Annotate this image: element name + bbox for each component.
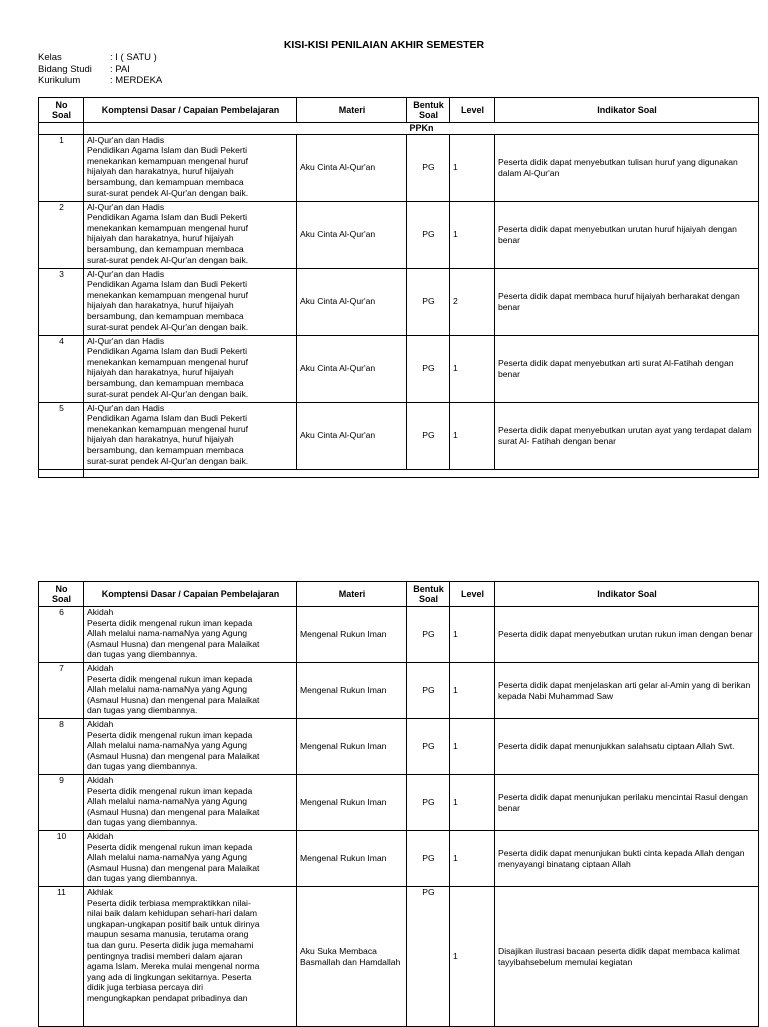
- bentuk-soal-cell: PG: [407, 719, 450, 775]
- level-cell: 1: [450, 887, 495, 1027]
- kompetensi-dasar-cell: Akidah Peserta didik mengenal rukun iman kepada Allah melalui nama-namaNya yang Agung (Asmaul Husna) dan mengenal para Malaikat dan tugas yang diembannya.: [84, 775, 297, 831]
- level-cell: 2: [450, 268, 495, 335]
- indikator-soal-cell: Peserta didik dapat menunjukan bukti cinta kepada Allah dengan menyayangi binatang ciptaan Allah: [495, 831, 759, 887]
- bentuk-soal-cell: PG: [407, 663, 450, 719]
- table-row: [39, 335, 759, 402]
- indikator-soal-cell: Peserta didik dapat menyebutkan tulisan huruf yang digunakan dalam Al-Qur'an: [495, 134, 759, 201]
- question-number: 7: [39, 663, 84, 719]
- header-level: Level: [450, 98, 495, 123]
- indikator-soal-cell: Peserta didik dapat menunjukan perilaku mencintai Rasul dengan benar: [495, 775, 759, 831]
- table-row: [39, 663, 759, 719]
- question-number: 5: [39, 402, 84, 469]
- header-no-soal: No Soal: [39, 582, 84, 607]
- materi-cell: Mengenal Rukun Iman: [297, 831, 407, 887]
- meta-label: Kurikulum: [38, 75, 81, 86]
- header-kompetensi-dasar: Komptensi Dasar / Capaian Pembelajaran: [84, 98, 297, 123]
- header-indikator-soal: Indikator Soal: [495, 582, 759, 607]
- kompetensi-dasar-cell: Al-Qur'an dan Hadis Pendidikan Agama Islam dan Budi Pekerti menekankan kemampuan mengenal huruf hijaiyah dan harakatnya, huruf hijaiyah bersambung, dan kemampuan membaca surat-surat pendek Al-Qur'an dengan baik.: [84, 402, 297, 469]
- empty-cell: [39, 469, 84, 477]
- question-number: 2: [39, 201, 84, 268]
- table-header-row: [39, 98, 759, 123]
- indikator-soal-cell: Peserta didik dapat menunjukkan salahsatu ciptaan Allah Swt.: [495, 719, 759, 775]
- indikator-soal-cell: Peserta didik dapat membaca huruf hijaiyah berharakat dengan benar: [495, 268, 759, 335]
- bentuk-soal-cell: PG: [407, 268, 450, 335]
- indikator-soal-cell: Peserta didik dapat menyebutkan urutan ayat yang terdapat dalam surat Al- Fatihah dengan benar: [495, 402, 759, 469]
- section-row: [39, 123, 759, 135]
- level-cell: 1: [450, 134, 495, 201]
- meta-label: Bidang Studi: [38, 63, 92, 75]
- empty-row: [39, 469, 759, 477]
- kompetensi-dasar-cell: Al-Qur'an dan Hadis Pendidikan Agama Islam dan Budi Pekerti menekankan kemampuan mengenal huruf hijaiyah dan harakatnya, huruf hijaiyah bersambung, dan kemampuan membaca surat-surat pendek Al-Qur'an dengan baik.: [84, 201, 297, 268]
- materi-cell: Aku Cinta Al-Qur'an: [297, 134, 407, 201]
- level-cell: 1: [450, 831, 495, 887]
- header-bentuk-soal: Bentuk Soal: [407, 98, 450, 123]
- question-number: 6: [39, 607, 84, 663]
- kisi-kisi-table-2: [38, 581, 759, 1027]
- indikator-soal-cell: Disajikan ilustrasi bacaan peserta didik dapat membaca kalimat tayyibahsebelum memulai kegiatan: [495, 887, 759, 1027]
- question-number: 8: [39, 719, 84, 775]
- question-number: 1: [39, 134, 84, 201]
- indikator-soal-cell: Peserta didik dapat menjelaskan arti gelar al-Amin yang di berikan kepada Nabi Muhammad Saw: [495, 663, 759, 719]
- question-number: 3: [39, 268, 84, 335]
- bentuk-soal-cell: PG: [407, 775, 450, 831]
- bentuk-soal-cell: PG: [407, 134, 450, 201]
- kompetensi-dasar-cell: Akidah Peserta didik mengenal rukun iman kepada Allah melalui nama-namaNya yang Agung (Asmaul Husna) dan mengenal para Malaikat dan tugas yang diembannya.: [84, 607, 297, 663]
- kompetensi-dasar-cell: Akidah Peserta didik mengenal rukun iman kepada Allah melalui nama-namaNya yang Agung (Asmaul Husna) dan mengenal para Malaikat dan tugas yang diembannya.: [84, 831, 297, 887]
- meta-value: : MERDEKA: [110, 75, 163, 86]
- section-empty-cell: [39, 123, 84, 135]
- kompetensi-dasar-cell: Akidah Peserta didik mengenal rukun iman kepada Allah melalui nama-namaNya yang Agung (Asmaul Husna) dan mengenal para Malaikat dan tugas yang diembannya.: [84, 719, 297, 775]
- table-row: [39, 134, 759, 201]
- level-cell: 1: [450, 663, 495, 719]
- question-number: 4: [39, 335, 84, 402]
- header-kompetensi-dasar: Komptensi Dasar / Capaian Pembelajaran: [84, 582, 297, 607]
- kompetensi-dasar-cell: Al-Qur'an dan Hadis Pendidikan Agama Islam dan Budi Pekerti menekankan kemampuan mengenal huruf hijaiyah dan harakatnya, huruf hijaiyah bersambung, dan kemampuan membaca surat-surat pendek Al-Qur'an dengan baik.: [84, 335, 297, 402]
- level-cell: 1: [450, 607, 495, 663]
- question-number: 10: [39, 831, 84, 887]
- meta-value: : PAI: [110, 63, 130, 75]
- header-indikator-soal: Indikator Soal: [495, 98, 759, 123]
- header-no-soal: No Soal: [39, 98, 84, 123]
- materi-cell: Mengenal Rukun Iman: [297, 607, 407, 663]
- level-cell: 1: [450, 719, 495, 775]
- header-level: Level: [450, 582, 495, 607]
- table-row: [39, 775, 759, 831]
- header-materi: Materi: [297, 98, 407, 123]
- bentuk-soal-cell: PG: [407, 607, 450, 663]
- kisi-kisi-table-1: [38, 97, 759, 478]
- kompetensi-dasar-cell: Akidah Peserta didik mengenal rukun iman kepada Allah melalui nama-namaNya yang Agung (Asmaul Husna) dan mengenal para Malaikat dan tugas yang diembannya.: [84, 663, 297, 719]
- materi-cell: Aku Suka Membaca Basmallah dan Hamdallah: [297, 887, 407, 1027]
- indikator-soal-cell: Peserta didik dapat menyebutkan urutan huruf hijaiyah dengan benar: [495, 201, 759, 268]
- question-number: 11: [39, 887, 84, 1027]
- materi-cell: Aku Cinta Al-Qur'an: [297, 402, 407, 469]
- meta-row-bidang-studi: [38, 64, 162, 76]
- materi-cell: Aku Cinta Al-Qur'an: [297, 335, 407, 402]
- meta-label: Kelas: [38, 52, 62, 63]
- indikator-soal-cell: Peserta didik dapat menyebutkan urutan rukun iman dengan benar: [495, 607, 759, 663]
- kompetensi-dasar-cell: Al-Qur'an dan Hadis Pendidikan Agama Islam dan Budi Pekerti menekankan kemampuan mengenal huruf hijaiyah dan harakatnya, huruf hijaiyah bersambung, dan kemampuan membaca surat-surat pendek Al-Qur'an dengan baik.: [84, 134, 297, 201]
- document-meta: [38, 52, 162, 87]
- empty-cell: [84, 469, 759, 477]
- header-bentuk-soal: Bentuk Soal: [407, 582, 450, 607]
- kompetensi-dasar-cell: Akhlak Peserta didik terbiasa mempraktikkan nilai- nilai baik dalam kehidupan sehari-hari dalam ungkapan-ungkapan positif baik untuk dirinya maupun sesama manusia, terutama orang tua dan guru. Peserta didik juga memahami pentingnya tradisi memberi dalam ajaran agama Islam. Mereka mulai mengenal norma yang ada di lingkungan sekitarnya. Peserta didik juga terbiasa percaya diri mengungkapkan pendapat pribadinya dan: [84, 887, 297, 1027]
- table-row: [39, 607, 759, 663]
- materi-cell: Mengenal Rukun Iman: [297, 663, 407, 719]
- indikator-soal-cell: Peserta didik dapat menyebutkan arti surat Al-Fatihah dengan benar: [495, 335, 759, 402]
- kompetensi-dasar-cell: Al-Qur'an dan Hadis Pendidikan Agama Islam dan Budi Pekerti menekankan kemampuan mengenal huruf hijaiyah dan harakatnya, huruf hijaiyah bersambung, dan kemampuan membaca surat-surat pendek Al-Qur'an dengan baik.: [84, 268, 297, 335]
- document-title: KISI-KISI PENILAIAN AKHIR SEMESTER: [283, 39, 485, 51]
- meta-row-kurikulum: [38, 75, 162, 87]
- header-materi: Materi: [297, 582, 407, 607]
- table-row: [39, 201, 759, 268]
- section-label-ppkn: PPKn: [84, 123, 759, 135]
- table-row: [39, 719, 759, 775]
- meta-row-kelas: [38, 52, 162, 64]
- level-cell: 1: [450, 402, 495, 469]
- materi-cell: Aku Cinta Al-Qur'an: [297, 268, 407, 335]
- table-header-row: [39, 582, 759, 607]
- table-row: [39, 268, 759, 335]
- meta-value: : I ( SATU ): [110, 52, 157, 63]
- bentuk-soal-cell: PG: [407, 335, 450, 402]
- level-cell: 1: [450, 201, 495, 268]
- bentuk-soal-cell: PG: [407, 831, 450, 887]
- table-row: [39, 887, 759, 1027]
- table-row: [39, 402, 759, 469]
- level-cell: 1: [450, 775, 495, 831]
- materi-cell: Mengenal Rukun Iman: [297, 719, 407, 775]
- question-number: 9: [39, 775, 84, 831]
- table-row: [39, 831, 759, 887]
- bentuk-soal-cell: PG: [407, 402, 450, 469]
- bentuk-soal-cell: PG: [407, 201, 450, 268]
- materi-cell: Aku Cinta Al-Qur'an: [297, 201, 407, 268]
- bentuk-soal-cell: PG: [407, 887, 450, 1027]
- materi-cell: Mengenal Rukun Iman: [297, 775, 407, 831]
- level-cell: 1: [450, 335, 495, 402]
